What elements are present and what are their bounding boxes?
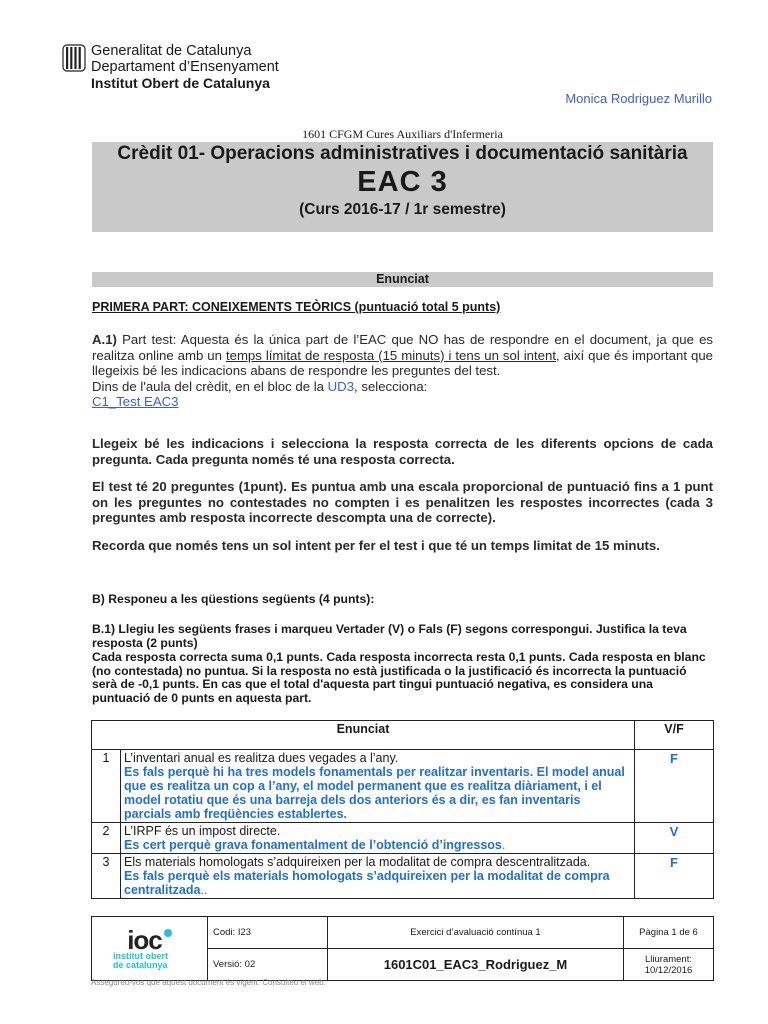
row-number: 1 xyxy=(92,750,121,823)
footer-version: Versió: 02 xyxy=(208,949,328,981)
test-eac3-link[interactable]: C1_Test EAC3 xyxy=(92,394,179,409)
a1-line2-a: Dins de l'aula del crèdit, en el bloc de la xyxy=(92,378,328,394)
row-statement: L’inventari anual es realitza dues vegades a l’any. xyxy=(124,751,399,765)
b-heading: B) Responeu a les qüestions següents (4 punts): xyxy=(92,592,375,606)
footer-code: Codi: I23 xyxy=(208,917,328,949)
course-code: 1601 CFGM Cures Auxiliars d'Infermeria xyxy=(302,127,503,141)
row-statement: Els materials homologats s’adquireixen per la modalitat de compra descentralitzada. xyxy=(124,855,591,869)
vf-table xyxy=(91,720,714,899)
institute-name: Institut Obert de Catalunya xyxy=(91,75,270,91)
term-label: (Curs 2016-17 / 1r semestre) xyxy=(299,201,506,218)
row-answer[interactable]: F xyxy=(635,750,714,823)
ud3-link[interactable]: UD3 xyxy=(327,378,355,394)
ioc-logo-sub2: de catalunya xyxy=(113,959,168,970)
a1-paragraph xyxy=(92,332,713,410)
row-justification: Es fals perquè els materials homologats s’adquireixen per la modalitat de compra centralitzada xyxy=(124,869,610,897)
col-statement-header: Enunciat xyxy=(92,721,635,750)
row-justification: Es cert perquè grava fonamentalment de l’obtenció d’ingressos xyxy=(124,838,502,852)
footer-note: Assegureu-vos que aquest document és vigent. Consulteu el web. xyxy=(91,978,326,987)
author-name: Monica Rodriguez Murillo xyxy=(565,91,712,106)
credit-title: Crèdit 01- Operacions administratives i documentació sanitària xyxy=(117,143,688,164)
row-number: 3 xyxy=(92,854,121,899)
ioc-dot-icon xyxy=(164,929,172,937)
col-answer-header: V/F xyxy=(635,721,714,750)
b1-scoring: Cada resposta correcta suma 0,1 punts. Cada resposta incorrecta resta 0,1 punts. Cada resposta en blanc (no contestada) no puntua. Si la resposta no està justificada o la justificació és incorrecta la puntuació serà de -0,1 punts. En cas que el total d'aquesta part tingui puntuació negativa, es considera una puntuació de 0 punts en aquesta part. xyxy=(92,650,706,705)
section-label: Enunciat xyxy=(92,272,713,287)
table-header-row xyxy=(92,721,714,750)
a1-para4: Recorda que només tens un sol intent per fer el test i que té un temps limitat de 15 minuts. xyxy=(92,538,660,553)
a1-line2-b: , selecciona: xyxy=(354,378,428,394)
ioc-logo-sub1: institut obert xyxy=(113,950,168,961)
a1-underlined: temps límitat de resposta (15 minuts) i tens un sol intent xyxy=(225,347,557,363)
organization-block xyxy=(91,43,279,91)
row-answer[interactable]: F xyxy=(635,854,714,899)
department-name: Departament d’Ensenyament xyxy=(91,59,279,75)
eac-title: EAC 3 xyxy=(357,166,448,198)
row-statement-cell[interactable] xyxy=(121,854,635,899)
b1-instructions: B.1) Llegiu les següents frases i marqueu Vertader (V) o Fals (F) segons correspongui. Justifica la teva resposta (2 punts) xyxy=(92,622,687,650)
footer-delivery-label: Lliurament: xyxy=(645,953,692,965)
a1-label: A.1) xyxy=(92,332,117,347)
ioc-logo-word: ioc xyxy=(127,924,162,955)
footer-delivery xyxy=(624,949,714,981)
title-box xyxy=(92,142,713,232)
row-justification-tail: . xyxy=(501,838,506,852)
a1-para3: El test té 20 preguntes (1punt). Es puntua amb una escala proporcional de puntuació fins a 1 punt on les preguntes no contestades no compten i es penalitzen les respostes incorrectes (cada 3 preguntes amb resposta incorrecte descompta una de correcte). xyxy=(92,479,713,525)
footer-doc-name: 1601C01_EAC3_Rodriguez_M xyxy=(328,949,624,981)
a1-text-a: Part test: Aquesta és la única part de l’EAC que NO has de respondre en el document, ja que es realitza online amb un xyxy=(92,332,713,363)
a1-para2: Llegeix bé les indicacions i selecciona la resposta correcta de les diferents opcions de cada pregunta. Cada pregunta només té una resposta correcta. xyxy=(92,436,713,467)
a1-text-b: , així que és important que llegeixis bé les indicacions abans de respondre les preguntes del test. xyxy=(92,347,714,378)
footer-delivery-date: 10/12/2016 xyxy=(644,964,693,976)
part1-heading: PRIMERA PART: CONEIXEMENTS TEÒRICS (puntuació total 5 punts) xyxy=(92,300,501,314)
table-row xyxy=(92,854,714,899)
row-statement-cell[interactable] xyxy=(121,823,635,854)
row-justification: Es fals perquè hi ha tres models fonamentals per realitzar inventaris. El model anual que es realitza un cop a l’any, el model permanent que es realitza diàriament, i el model rotatiu que és una barreja dels dos anteriors és a dir, es fan inventaris parcials amb freqüències establertes. xyxy=(124,765,625,821)
footer-table xyxy=(91,916,714,981)
footer-exercise: Exercici d’avaluació contínua 1 xyxy=(328,917,624,949)
table-row xyxy=(92,823,714,854)
row-answer[interactable]: V xyxy=(635,823,714,854)
ioc-logo xyxy=(92,917,208,981)
generalitat-logo-icon xyxy=(62,44,86,72)
org-name: Generalitat de Catalunya xyxy=(91,43,252,59)
footer-page: Pàgina 1 de 6 xyxy=(624,917,714,949)
row-number: 2 xyxy=(92,823,121,854)
row-statement: L’IRPF és un impost directe. xyxy=(124,824,281,838)
row-statement-cell[interactable] xyxy=(121,750,635,823)
row-justification-tail: .. xyxy=(200,883,208,897)
table-row xyxy=(92,750,714,823)
